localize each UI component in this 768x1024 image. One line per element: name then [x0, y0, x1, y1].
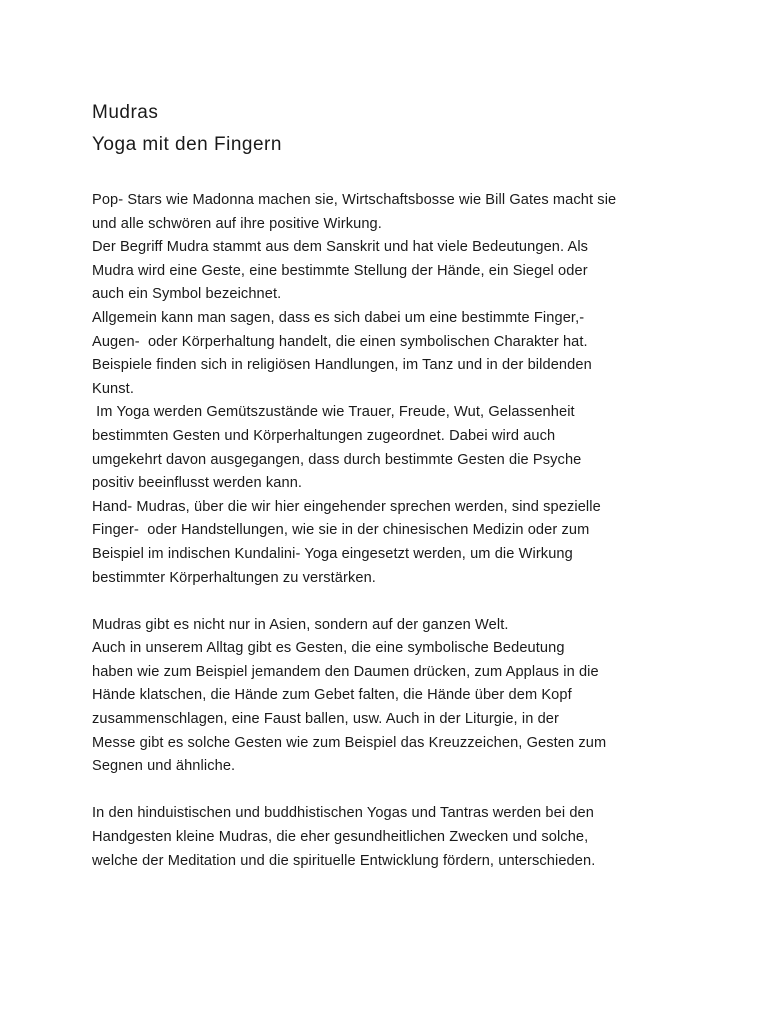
text-line: Auch in unserem Alltag gibt es Gesten, die eine symbolische Bedeutung — [92, 640, 565, 657]
text-line: Der Begriff Mudra stammt aus dem Sanskrit und hat viele Bedeutungen. Als — [92, 239, 589, 256]
text-line: bestimmten Gesten und Körperhaltungen zugeordnet. Dabei wird auch — [92, 427, 556, 444]
text-line: bestimmter Körperhaltungen zu verstärken. — [92, 569, 376, 586]
text-line: Augen- oder Körperhaltung handelt, die einen symbolischen Charakter hat. — [92, 333, 588, 350]
text-line: Messe gibt es solche Gesten wie zum Beispiel das Kreuzzeichen, Gesten zum — [92, 734, 607, 751]
text-line: Handgesten kleine Mudras, die eher gesundheitlichen Zwecken und solche, — [92, 829, 589, 846]
text-line: Beispiele finden sich in religiösen Handlungen, im Tanz und in der bildenden — [92, 357, 592, 374]
text-line: Im Yoga werden Gemütszustände wie Trauer, Freude, Wut, Gelassenheit — [92, 404, 575, 421]
paragraph — [92, 189, 692, 590]
text-line: Finger- oder Handstellungen, wie sie in der chinesischen Medizin oder zum — [92, 522, 590, 539]
text-line: Mudras gibt es nicht nur in Asien, sondern auf der ganzen Welt. — [92, 616, 509, 633]
text-line: auch ein Symbol bezeichnet. — [92, 286, 282, 303]
text-line: Kunst. — [92, 380, 134, 397]
text-line: Beispiel im indischen Kundalini- Yoga eingesetzt werden, um die Wirkung — [92, 545, 573, 562]
paragraph-gap — [92, 779, 692, 803]
paragraph-gap — [92, 590, 692, 614]
text-line: Allgemein kann man sagen, dass es sich dabei um eine bestimmte Finger,- — [92, 309, 585, 326]
text-line: welche der Meditation und die spirituelle Entwicklung fördern, unterschieden. — [92, 852, 596, 869]
text-line: und alle schwören auf ihre positive Wirkung. — [92, 215, 382, 232]
text-line: zusammenschlagen, eine Faust ballen, usw. Auch in der Liturgie, in der — [92, 711, 559, 728]
page-title: Mudras — [92, 102, 159, 123]
title-block — [92, 97, 692, 161]
paragraph — [92, 802, 692, 873]
paragraph — [92, 614, 692, 779]
text-line: Mudra wird eine Geste, eine bestimmte Stellung der Hände, ein Siegel oder — [92, 262, 588, 279]
text-line: Pop- Stars wie Madonna machen sie, Wirtschaftsbosse wie Bill Gates macht sie — [92, 192, 617, 208]
text-line: Segnen und ähnliche. — [92, 758, 236, 775]
body-text — [92, 189, 692, 873]
text-line: umgekehrt davon ausgegangen, dass durch bestimmte Gesten die Psyche — [92, 451, 582, 468]
text-line: In den hinduistischen und buddhistischen Yogas und Tantras werden bei den — [92, 805, 594, 822]
text-line: Hände klatschen, die Hände zum Gebet falten, die Hände über dem Kopf — [92, 687, 572, 704]
text-line: positiv beeinflusst werden kann. — [92, 475, 303, 492]
text-line: Hand- Mudras, über die wir hier eingehender sprechen werden, sind spezielle — [92, 498, 601, 515]
text-line: haben wie zum Beispiel jemandem den Daumen drücken, zum Applaus in die — [92, 663, 599, 680]
page-subtitle: Yoga mit den Fingern — [92, 134, 282, 155]
